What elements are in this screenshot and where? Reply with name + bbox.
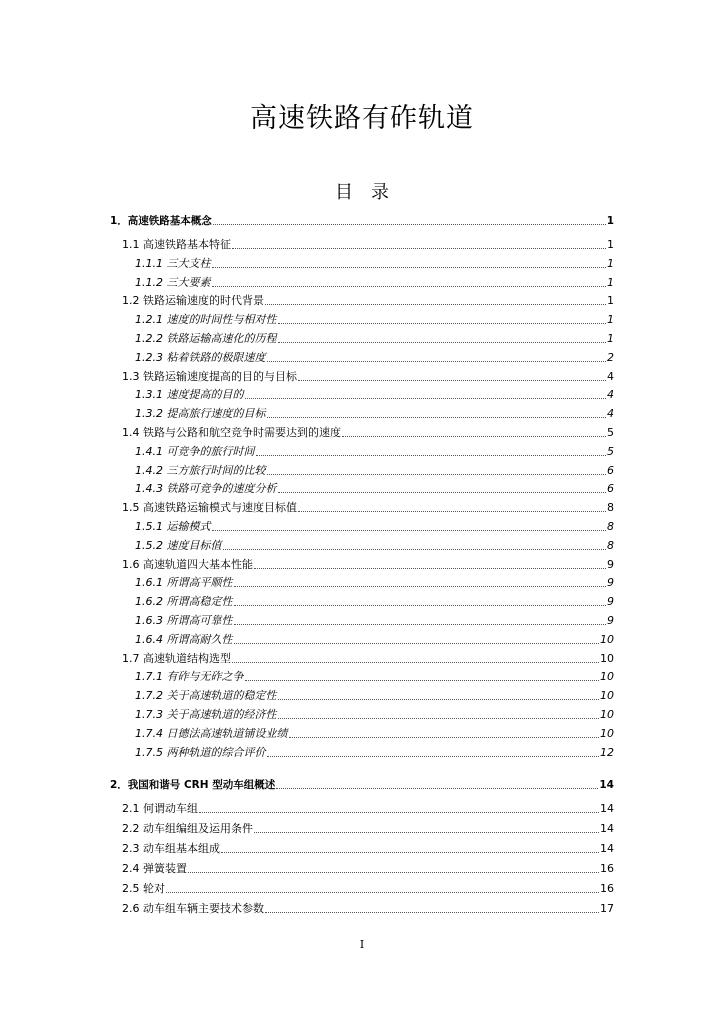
toc-section-entry[interactable] [122, 880, 614, 896]
toc-entry-label: 2.2 动车组编组及运用条件 [122, 821, 253, 835]
document-title: 高速铁路有砟轨道 [250, 103, 474, 134]
toc-leader-dots [254, 568, 606, 569]
toc-leader-dots [166, 892, 599, 893]
toc-page-number: 10 [600, 726, 614, 740]
toc-leader-dots [234, 605, 607, 606]
toc-entry-label: 1.6.4 所谓高耐久性 [135, 632, 233, 646]
toc-leader-dots [267, 756, 600, 757]
toc-entry-label: 1.3.1 速度提高的目的 [135, 388, 244, 402]
toc-page-number: 5 [607, 444, 614, 458]
toc-entry-label: 1.6.1 所谓高平顺性 [135, 576, 233, 590]
toc-entry-label: 2.1 何谓动车组 [122, 801, 198, 815]
toc-leader-dots [199, 812, 599, 813]
toc-subsection-entry[interactable] [135, 518, 614, 534]
toc-page-number: 4 [607, 388, 614, 402]
toc-leader-dots [232, 248, 606, 249]
toc-subsection-entry[interactable] [135, 255, 614, 271]
toc-entry-label: 1.5 高速铁路运输模式与速度目标值 [122, 501, 297, 515]
toc-leader-dots [212, 267, 607, 268]
toc-entry-label: 1.3 铁路运输速度提高的目的与目标 [122, 369, 297, 383]
toc-entry-label: 1.6.3 所谓高可靠性 [135, 614, 233, 627]
toc-page-number: 4 [607, 369, 614, 383]
toc-page-number: 17 [600, 901, 614, 915]
toc-section-entry[interactable] [122, 236, 614, 252]
toc-leader-dots [232, 662, 599, 663]
toc-entry-label: 1.2 铁路运输速度的时代背景 [122, 294, 264, 308]
toc-section-entry[interactable] [122, 556, 614, 572]
toc-leader-dots [212, 286, 607, 287]
toc-entry-label: 1.7.5 两种轨道的综合评价 [135, 745, 266, 759]
toc-leader-dots [298, 511, 606, 512]
toc-entry-label: 1.2.1 速度的时间性与相对性 [135, 313, 277, 327]
toc-entry-label: 2.4 弹簧装置 [122, 861, 187, 875]
toc-page-number: 6 [607, 463, 614, 477]
toc-subsection-entry[interactable] [135, 311, 614, 327]
toc-leader-dots [221, 852, 599, 853]
toc-entry-label: 1.2.3 粘着铁路的极限速度 [135, 350, 266, 364]
toc-entry-label: 1.7.3 关于高速轨道的经济性 [135, 708, 277, 721]
toc-leader-dots [223, 549, 607, 550]
toc-leader-dots [289, 737, 600, 738]
toc-entry-label: 2．我国和谐号 CRH 型动车组概述 [110, 778, 276, 791]
toc-leader-dots [265, 912, 599, 913]
toc-entry-label: 2.6 动车组车辆主要技术参数 [122, 901, 264, 915]
toc-page-number: 10 [600, 632, 614, 646]
toc-section-entry[interactable] [122, 820, 614, 836]
toc-leader-dots [212, 530, 607, 531]
toc-page-number: 1 [607, 313, 614, 327]
toc-subsection-entry[interactable] [135, 593, 614, 609]
toc-page-number: 9 [607, 557, 614, 571]
toc-subsection-entry[interactable] [135, 706, 614, 722]
toc-page-number: 1 [607, 294, 614, 308]
toc-leader-dots [276, 788, 598, 789]
toc-leader-dots [278, 492, 607, 493]
toc-subsection-entry[interactable] [135, 612, 614, 628]
toc-page-number: 10 [600, 670, 614, 684]
toc-page-number: 4 [607, 407, 614, 421]
toc-entry-label: 1.4.2 三方旅行时间的比较 [135, 463, 266, 477]
toc-page-number: 10 [600, 651, 614, 665]
toc-subsection-entry[interactable] [135, 574, 614, 590]
toc-subsection-entry[interactable] [135, 349, 614, 365]
toc-page-number: 6 [607, 482, 614, 496]
toc-subsection-entry[interactable] [135, 443, 614, 459]
toc-subsection-entry[interactable] [135, 687, 614, 703]
toc-leader-dots [265, 304, 606, 305]
toc-leader-dots [267, 474, 607, 475]
toc-chapter-entry[interactable] [110, 212, 614, 228]
toc-page-number: 8 [607, 538, 614, 552]
toc-page-number: 14 [600, 821, 614, 835]
toc-page-number: 1 [607, 256, 614, 270]
toc-subsection-entry[interactable] [135, 631, 614, 647]
toc-leader-dots [298, 380, 606, 381]
toc-subsection-entry[interactable] [135, 744, 614, 760]
toc-leader-dots [245, 680, 600, 681]
toc-subsection-entry[interactable] [135, 537, 614, 553]
toc-page-number: 14 [599, 778, 614, 791]
toc-page-number: 1 [607, 238, 614, 251]
toc-page-number: 9 [607, 614, 614, 627]
toc-page-number: 9 [607, 576, 614, 590]
toc-entry-label: 2.5 轮对 [122, 881, 165, 895]
toc-leader-dots [234, 586, 607, 587]
toc-leader-dots [213, 224, 606, 225]
toc-leader-dots [278, 323, 607, 324]
toc-page-number: 8 [607, 520, 614, 533]
toc-page-number: 2 [607, 350, 614, 364]
toc-page-number: 5 [607, 426, 614, 439]
toc-chapter-entry[interactable] [110, 776, 614, 792]
toc-subsection-entry[interactable] [135, 386, 614, 402]
toc-section-entry[interactable] [122, 800, 614, 816]
toc-heading: 目 录 [335, 182, 389, 203]
toc-leader-dots [256, 455, 607, 456]
toc-entry-label: 1.3.2 提高旅行速度的目标 [135, 407, 266, 421]
toc-section-entry[interactable] [122, 860, 614, 876]
toc-entry-label: 1.7.1 有砟与无砟之争 [135, 670, 244, 684]
toc-page-number: 8 [607, 501, 614, 515]
toc-leader-dots [234, 624, 607, 625]
toc-page-number: 10 [600, 708, 614, 721]
toc-subsection-entry[interactable] [135, 405, 614, 421]
toc-page-number: 1 [606, 215, 614, 227]
toc-leader-dots [342, 436, 606, 437]
toc-leader-dots [254, 832, 599, 833]
toc-subsection-entry[interactable] [135, 462, 614, 478]
toc-entry-label: 1.6.2 所谓高稳定性 [135, 595, 233, 609]
toc-entry-label: 1.5.1 运输模式 [135, 520, 211, 533]
toc-page-number: 9 [607, 595, 614, 609]
toc-section-entry[interactable] [122, 292, 614, 308]
toc-entry-label: 1.7 高速轨道结构选型 [122, 651, 231, 665]
toc-page-number: 14 [600, 801, 614, 815]
page-number-footer: I [359, 938, 365, 951]
toc-subsection-entry[interactable] [135, 725, 614, 741]
toc-subsection-entry[interactable] [135, 274, 614, 290]
toc-entry-label: 1.2.2 铁路运输高速化的历程 [135, 332, 277, 345]
toc-entry-label: 1.6 高速轨道四大基本性能 [122, 557, 253, 571]
toc-leader-dots [188, 872, 599, 873]
toc-page-number: 16 [600, 881, 614, 895]
toc-entry-label: 1.1 高速铁路基本特征 [122, 238, 231, 251]
toc-entry-label: 1.5.2 速度目标值 [135, 538, 222, 552]
toc-entry-label: 1.7.4 日德法高速轨道铺设业绩 [135, 726, 288, 740]
toc-leader-dots [278, 699, 600, 700]
toc-subsection-entry[interactable] [135, 480, 614, 496]
toc-entry-label: 1.4 铁路与公路和航空竞争时需要达到的速度 [122, 426, 341, 439]
toc-page-number: 16 [600, 861, 614, 875]
toc-entry-label: 2.3 动车组基本组成 [122, 841, 220, 855]
toc-section-entry[interactable] [122, 424, 614, 440]
toc-section-entry[interactable] [122, 840, 614, 856]
toc-subsection-entry[interactable] [135, 330, 614, 346]
toc-entry-label: 1.7.2 关于高速轨道的稳定性 [135, 689, 277, 703]
toc-entry-label: 1.1.1 三大支柱 [135, 256, 211, 270]
toc-page-number: 10 [600, 689, 614, 703]
toc-page-number: 14 [600, 841, 614, 855]
toc-page-number: 1 [607, 275, 614, 289]
toc-entry-label: 1.4.1 可竞争的旅行时间 [135, 444, 255, 458]
toc-section-entry[interactable] [122, 650, 614, 666]
toc-entry-label: 1．高速铁路基本概念 [110, 215, 212, 227]
toc-subsection-entry[interactable] [135, 668, 614, 684]
toc-leader-dots [234, 643, 600, 644]
toc-section-entry[interactable] [122, 368, 614, 384]
toc-leader-dots [245, 398, 607, 399]
toc-section-entry[interactable] [122, 900, 614, 916]
toc-leader-dots [278, 342, 607, 343]
toc-leader-dots [267, 417, 607, 418]
toc-page-number: 12 [600, 745, 614, 759]
toc-entry-label: 1.1.2 三大要素 [135, 275, 211, 289]
toc-leader-dots [267, 361, 607, 362]
toc-entry-label: 1.4.3 铁路可竞争的速度分析 [135, 482, 277, 496]
toc-section-entry[interactable] [122, 499, 614, 515]
toc-leader-dots [278, 718, 600, 719]
toc-page-number: 1 [607, 332, 614, 345]
